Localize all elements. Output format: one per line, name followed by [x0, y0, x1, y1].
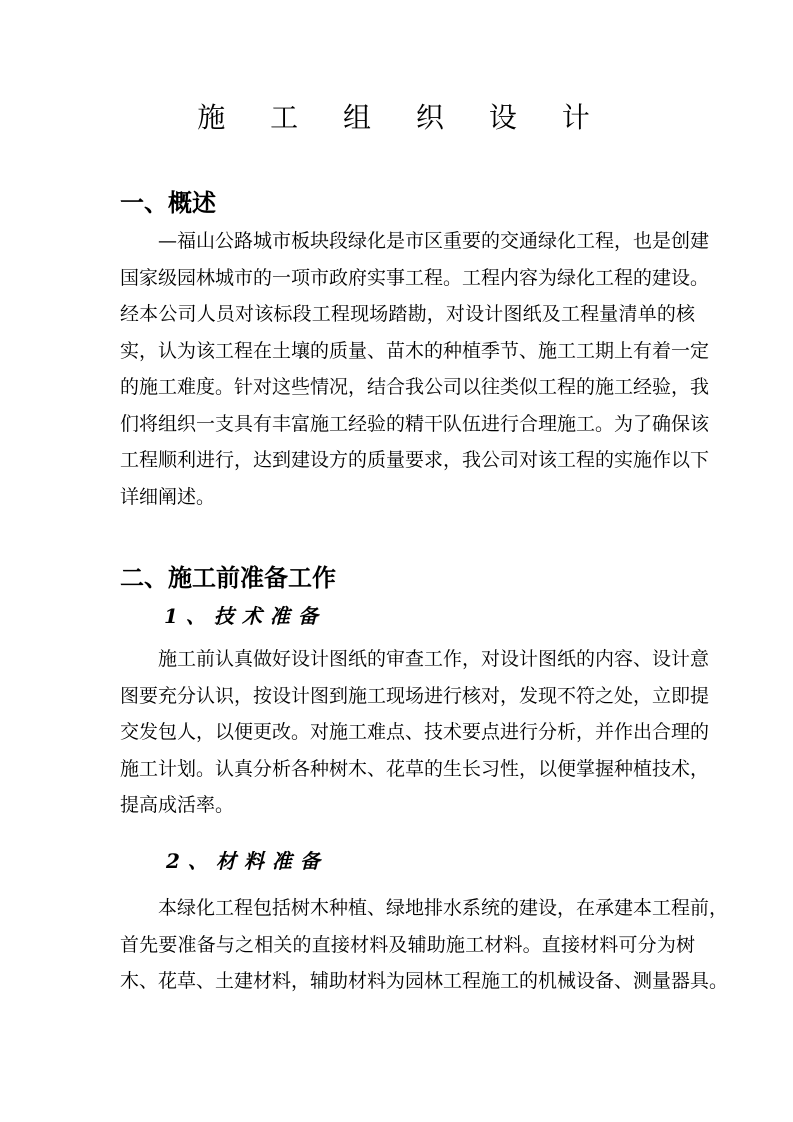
paragraph-line: 首先要准备与之相关的直接材料及辅助施工材料。直接材料可分为树 — [120, 933, 695, 956]
document-title: 施 工 组 织 设 计 — [197, 101, 608, 134]
paragraph-line: 详细阐述。 — [120, 485, 216, 508]
materials-paragraph — [120, 890, 729, 1000]
paragraph-line: 们将组织一支具有丰富施工经验的精干队伍进行合理施工。为了确保该 — [120, 412, 710, 435]
paragraph-line: 木、花草、土建材料，辅助材料为园林工程施工的机械设备、测量器具。 — [120, 970, 729, 992]
subsection-heading-technical: 1、技术准备 — [164, 604, 326, 628]
paragraph-line: 施工前认真做好设计图纸的审查工作，对设计图纸的内容、设计意 — [158, 648, 710, 670]
paragraph-line: 国家级园林城市的一项市政府实事工程。工程内容为绿化工程的建设。 — [120, 266, 710, 289]
paragraph-line: 图要充分认识，按设计图到施工现场进行核对，发现不符之处，立即提 — [120, 684, 710, 707]
paragraph-line: 实，认为该工程在土壤的质量、苗木的种植季节、施工工期上有着一定 — [120, 339, 710, 362]
paragraph-line: 交发包人，以便更改。对施工难点、技术要点进行分析，并作出合理的 — [120, 721, 710, 743]
technical-paragraph — [120, 641, 710, 824]
paragraph-line: 的施工难度。针对这些情况，结合我公司以往类似工程的施工经验，我 — [120, 376, 710, 398]
subsection-heading-materials: 2、材料准备 — [166, 849, 328, 873]
paragraph-line: 经本公司人员对该标段工程现场踏勘，对设计图纸及工程量清单的核 — [120, 303, 695, 325]
section-heading-preparation: 二、施工前准备工作 — [120, 563, 336, 592]
paragraph-line: —福山公路城市板块段绿化是市区重要的交通绿化工程，也是创建 — [158, 230, 710, 252]
overview-paragraph — [120, 223, 710, 515]
paragraph-line: 本绿化工程包括树木种植、绿地排水系统的建设，在承建本工程前， — [158, 897, 729, 919]
section-heading-overview: 一、概述 — [120, 188, 216, 217]
paragraph-line: 工程顺利进行，达到建设方的质量要求，我公司对该工程的实施作以下 — [120, 449, 710, 471]
paragraph-line: 施工计划。认真分析各种树木、花草的生长习性，以便掌握种植技术， — [120, 757, 710, 780]
paragraph-line: 提高成活率。 — [120, 794, 235, 816]
